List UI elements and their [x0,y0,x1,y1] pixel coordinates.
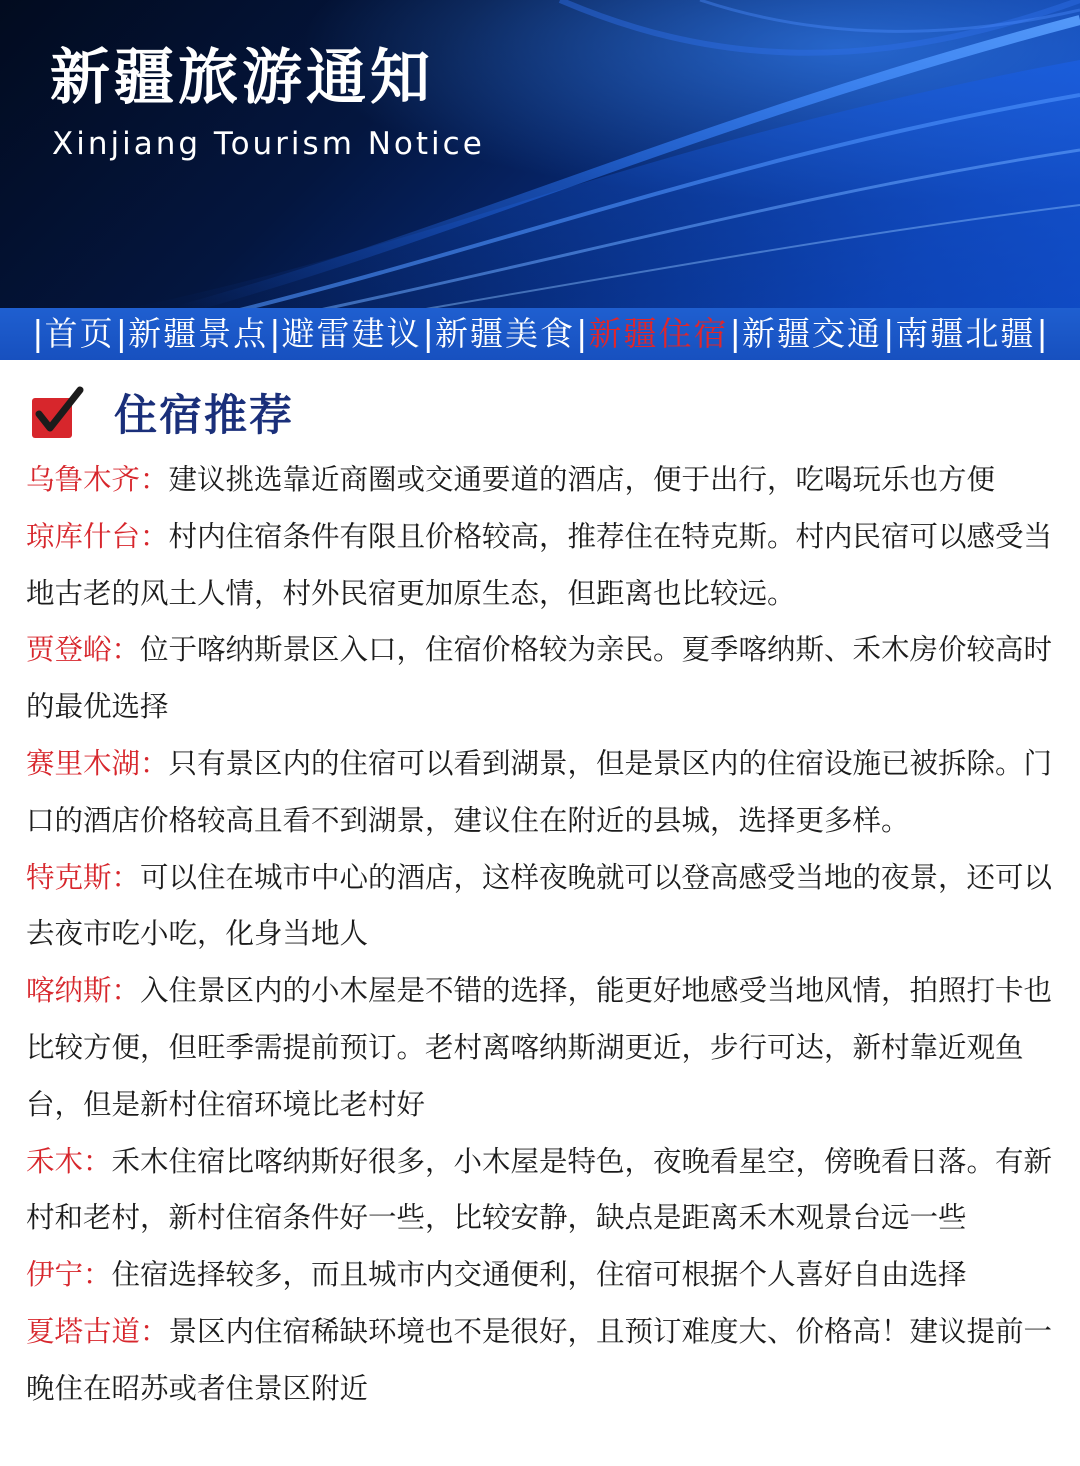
location-colon: ： [140,1314,169,1348]
section-header [30,372,294,452]
nav-separator: | [115,314,128,354]
location-description: 村内住宿条件有限且价格较高，推荐住在特克斯。村内民宿可以感受当地古老的风土人情，村外民宿更加原生态，但距离也比较远。 [26,519,1053,610]
nav-separator: | [729,314,741,354]
location-description: 可以住在城市中心的酒店，这样夜晚就可以登高感受当地的夜景，还可以去夜市吃小吃，化身当地人 [26,860,1053,951]
location-description: 住宿选择较多，而且城市内交通便利，住宿可根据个人喜好自由选择 [111,1258,967,1292]
location-description: 建议挑选靠近商圈或交通要道的酒店，便于出行，吃喝玩乐也方便 [168,463,996,496]
category-nav-bar [0,308,1080,360]
location-colon: ： [111,974,141,1008]
location-description: 位于喀纳斯景区入口，住宿价格较为亲民。夏季喀纳斯、禾木房价较高时的最优选择 [26,633,1053,724]
page-title: 新疆旅游通知 [50,43,434,113]
location-name: 伊宁 [26,1258,84,1292]
nav-item-1[interactable]: 首页 [44,314,115,353]
list-item [26,509,1058,623]
nav-separator: | [32,314,44,354]
page-subtitle: Xinjiang Tourism Notice [52,126,485,162]
location-description: 只有景区内的住宿可以看到湖景，但是景区内的住宿设施已被拆除。门口的酒店价格较高且看不到湖景，建议住在附近的县城，选择更多样。 [26,746,1053,837]
list-item [26,963,1058,1133]
location-colon: ： [140,519,169,553]
location-description: 景区内住宿稀缺环境也不是很好，且预订难度大、价格高！建议提前一晚住在昭苏或者住景区附近 [26,1314,1053,1405]
location-colon: ： [83,1144,112,1178]
nav-item-7[interactable]: 南疆北疆 [895,314,1036,353]
location-name: 贾登峪 [26,633,112,667]
location-name: 赛里木湖 [26,746,141,780]
location-name: 禾木 [26,1144,84,1178]
nav-item-5[interactable]: 新疆住宿 [588,314,729,353]
list-item [26,622,1058,736]
location-name: 喀纳斯 [26,974,112,1008]
list-item [26,1247,1058,1304]
location-description: 禾木住宿比喀纳斯好很多，小木屋是特色，夜晚看星空，傍晚看日落。有新村和老村，新村住宿条件好一些，比较安静，缺点是距离禾木观景台远一些 [26,1144,1053,1235]
nav-separator: | [882,314,895,354]
nav-separator: | [269,314,281,354]
location-colon: ： [140,746,169,780]
location-colon: ： [111,860,141,894]
location-colon: ： [140,463,169,496]
location-name: 琼库什台 [26,519,141,553]
location-name: 特克斯 [26,860,112,894]
list-item [26,850,1058,964]
checkbox-check-icon [30,384,86,440]
nav-item-4[interactable]: 新疆美食 [435,314,575,353]
nav-separator: | [576,314,588,354]
location-description: 入住景区内的小木屋是不错的选择，能更好地感受当地风情，拍照打卡也比较方便，但旺季需提前预订。老村离喀纳斯湖更近，步行可达，新村靠近观鱼台，但是新村住宿环境比老村好 [26,974,1053,1121]
list-item [26,1304,1058,1418]
location-name: 夏塔古道 [26,1314,141,1348]
list-item [26,736,1058,850]
nav-item-3[interactable]: 避雷建议 [281,314,422,353]
nav-separator: | [1036,314,1048,354]
location-colon: ： [111,633,141,667]
list-item [26,452,1058,509]
nav-item-2[interactable]: 新疆景点 [128,314,269,353]
accommodation-list [26,452,1058,1418]
list-item [26,1134,1058,1248]
header-banner [0,0,1080,310]
location-name: 乌鲁木齐 [26,463,141,496]
nav-item-6[interactable]: 新疆交通 [741,314,882,353]
location-colon: ： [83,1258,112,1292]
nav-separator: | [422,314,434,354]
section-title: 住宿推荐 [114,390,294,441]
